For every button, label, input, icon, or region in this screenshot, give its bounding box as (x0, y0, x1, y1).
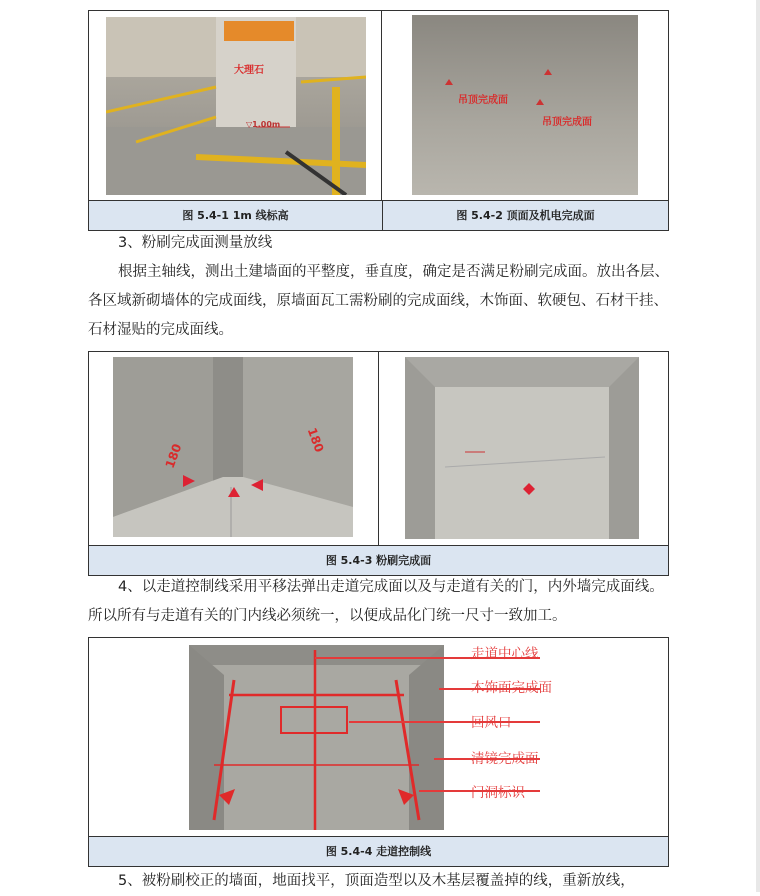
photo-ceiling-finish (412, 15, 638, 195)
figure-caption-5-4-4: 图 5.4-4 走道控制线 (89, 836, 668, 866)
photo-label-level: ▽1.00m (246, 120, 281, 129)
photo-plaster-corner (113, 357, 353, 537)
photo-label-ceiling-1: 吊顶完成面 (458, 95, 508, 106)
legend-label-vent: 回风口 (471, 715, 512, 731)
figure-caption-5-4-1: 图 5.4-1 1m 线标高 (89, 200, 382, 230)
figure-table-2 (88, 351, 669, 576)
figure-caption-5-4-2: 图 5.4-2 顶面及机电完成面 (382, 200, 668, 230)
photo-plaster-floor (405, 357, 639, 539)
figure-caption-5-4-3: 图 5.4-3 粉刷完成面 (89, 545, 668, 575)
paragraph-plaster-finish: 根据主轴线，测出土建墙面的平整度，垂直度，确定是否满足粉刷完成面。放出各层、各区域新砌墙体的完成面线，原墙面瓦工需粉刷的完成面线，木饰面、软硬包、石材干挂、石材湿贴的完成面线。 (88, 264, 669, 338)
photo-corridor-control-line (189, 645, 444, 830)
legend-label-mirror: 清镜完成面 (471, 751, 539, 767)
photo-label-180-right: 180 (304, 425, 327, 455)
section-heading-3: 3、粉刷完成面测量放线 (118, 235, 273, 251)
paragraph-relining: 5、被粉刷校正的墙面，地面找平，顶面造型以及木基层覆盖掉的线，重新放线， (118, 873, 635, 889)
legend-label-centerline: 走道中心线 (471, 646, 539, 662)
legend-label-wood: 木饰面完成面 (471, 680, 552, 696)
photo-label-ceiling-2: 吊顶完成面 (542, 117, 592, 128)
legend-label-door: 门洞标识 (471, 785, 525, 801)
figure-divider (378, 352, 379, 545)
photo-1m-level-line (106, 17, 366, 195)
figure-divider (381, 11, 382, 230)
figure-table-3 (88, 637, 669, 867)
photo-label-180-left: 180 (162, 441, 185, 471)
figure-table-1 (88, 10, 669, 231)
photo-label-marble: 大理石 (234, 65, 264, 76)
paragraph-corridor-control: 4、以走道控制线采用平移法弹出走道完成面以及与走道有关的门，内外墙完成面线。所以所有与走道有关的门内线必须统一，以便成品化门统一尺寸一致加工。 (88, 579, 664, 624)
page-edge (756, 0, 760, 892)
